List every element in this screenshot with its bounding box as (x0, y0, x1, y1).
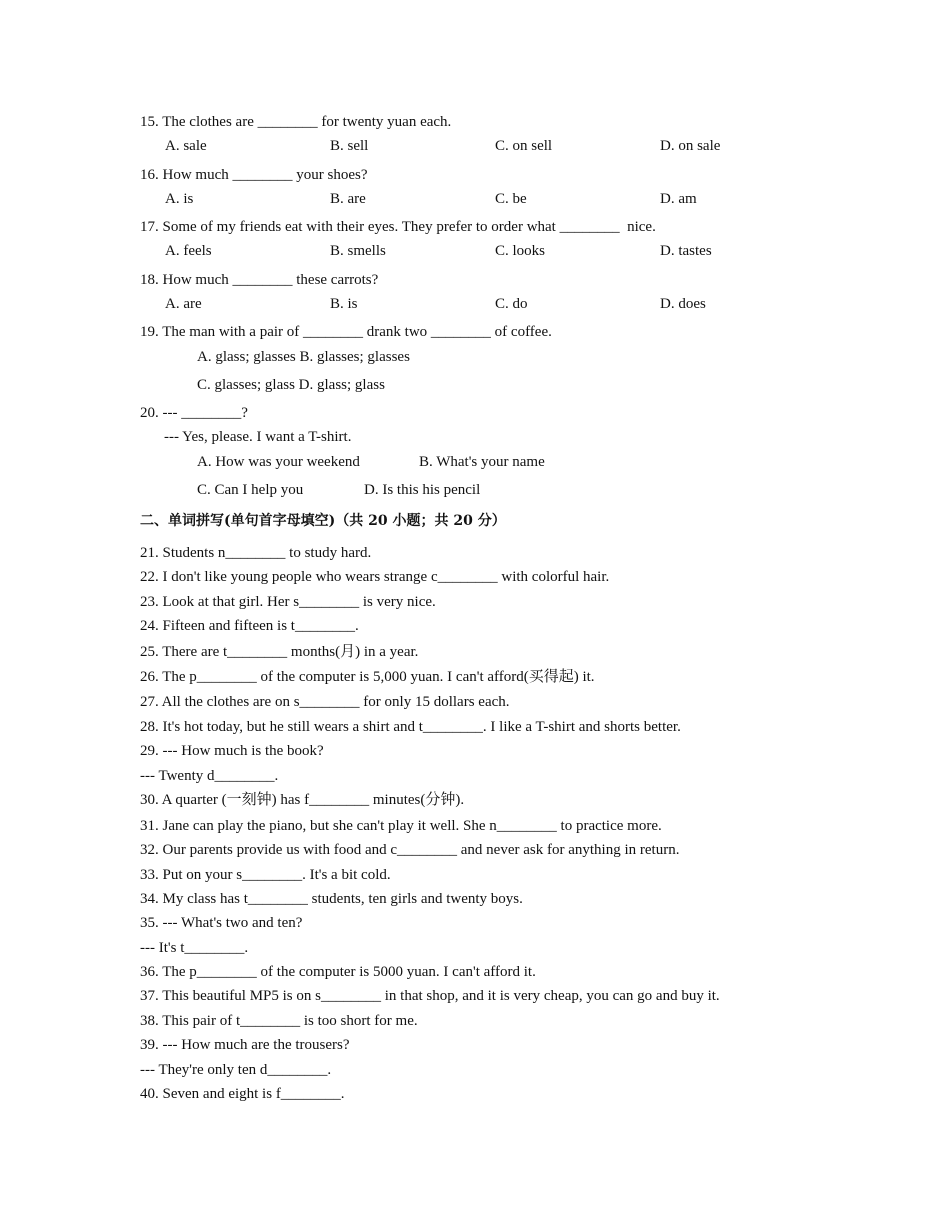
question-19-stem: 19. The man with a pair of ________ drank two ________ of coffee. (140, 324, 552, 340)
question-27: 27. All the clothes are on s________ for only 15 dollars each. (140, 694, 510, 710)
option-c: C. be (495, 191, 527, 207)
option-a: A. feels (165, 243, 212, 259)
option-c: C. looks (495, 243, 546, 259)
option-d: D. on sale (660, 138, 721, 154)
option-d: D. does (660, 296, 706, 312)
question-19-options-line-2: C. glasses; glass D. glass; glass (197, 377, 385, 393)
option-b: B. smells (330, 243, 386, 259)
question-32: 32. Our parents provide us with food and c________ and never ask for anything in return. (140, 842, 680, 858)
option-c: C. do (495, 296, 528, 312)
question-25: 25. There are t________ months(月) in a year. (140, 644, 419, 660)
question-15-options (165, 137, 865, 155)
question-40: 40. Seven and eight is f________. (140, 1086, 345, 1102)
question-19-options-line-1: A. glass; glasses B. glasses; glasses (197, 349, 410, 365)
question-36: 36. The p________ of the computer is 5000 yuan. I can't afford it. (140, 964, 536, 980)
question-23: 23. Look at that girl. Her s________ is very nice. (140, 594, 436, 610)
option-b: B. is (330, 296, 358, 312)
question-17-options (165, 242, 865, 260)
option-b: B. are (330, 191, 366, 207)
question-39-answer: --- They're only ten d________. (140, 1062, 332, 1078)
question-15-stem: 15. The clothes are ________ for twenty yuan each. (140, 114, 452, 130)
question-33: 33. Put on your s________. It's a bit cold. (140, 867, 391, 883)
option-a: A. sale (165, 138, 207, 154)
option-c: C. on sell (495, 138, 553, 154)
question-26: 26. The p________ of the computer is 5,000 yuan. I can't afford(买得起) it. (140, 669, 595, 685)
question-21: 21. Students n________ to study hard. (140, 545, 372, 561)
question-29: 29. --- How much is the book? (140, 743, 324, 759)
question-29-answer: --- Twenty d________. (140, 768, 279, 784)
question-35-answer: --- It's t________. (140, 940, 249, 956)
question-16-stem: 16. How much ________ your shoes? (140, 167, 368, 183)
question-18-stem: 18. How much ________ these carrots? (140, 272, 379, 288)
question-20-option-d: D. Is this his pencil (364, 482, 481, 498)
question-30: 30. A quarter (一刻钟) has f________ minutes(分钟). (140, 792, 465, 808)
question-22: 22. I don't like young people who wears strange c________ with colorful hair. (140, 569, 610, 585)
question-38: 38. This pair of t________ is too short for me. (140, 1013, 418, 1029)
option-a: A. is (165, 191, 194, 207)
option-d: D. am (660, 191, 697, 207)
question-28: 28. It's hot today, but he still wears a shirt and t________. I like a T-shirt and shorts better. (140, 719, 681, 735)
option-b: B. sell (330, 138, 369, 154)
option-a: A. are (165, 296, 202, 312)
question-16-options (165, 190, 865, 208)
question-17-stem: 17. Some of my friends eat with their eyes. They prefer to order what ________ nice. (140, 219, 656, 235)
question-35: 35. --- What's two and ten? (140, 915, 303, 931)
question-20-option-c: C. Can I help you (197, 482, 304, 498)
question-34: 34. My class has t________ students, ten girls and twenty boys. (140, 891, 523, 907)
question-37: 37. This beautiful MP5 is on s________ in that shop, and it is very cheap, you can go and buy it. (140, 988, 720, 1004)
question-39: 39. --- How much are the trousers? (140, 1037, 350, 1053)
question-20-stem: 20. --- ________? (140, 405, 248, 421)
question-24: 24. Fifteen and fifteen is t________. (140, 618, 359, 634)
question-20-option-b: B. What's your name (419, 454, 545, 470)
question-20-reply: --- Yes, please. I want a T-shirt. (164, 429, 352, 445)
question-20-option-a: A. How was your weekend (197, 454, 360, 470)
question-18-options (165, 295, 865, 313)
question-31: 31. Jane can play the piano, but she can't play it well. She n________ to practice more. (140, 818, 662, 834)
option-d: D. tastes (660, 243, 712, 259)
section-2-heading: 二、单词拼写(单句首字母填空)（共 20 小题；共 20 分） (140, 513, 506, 529)
